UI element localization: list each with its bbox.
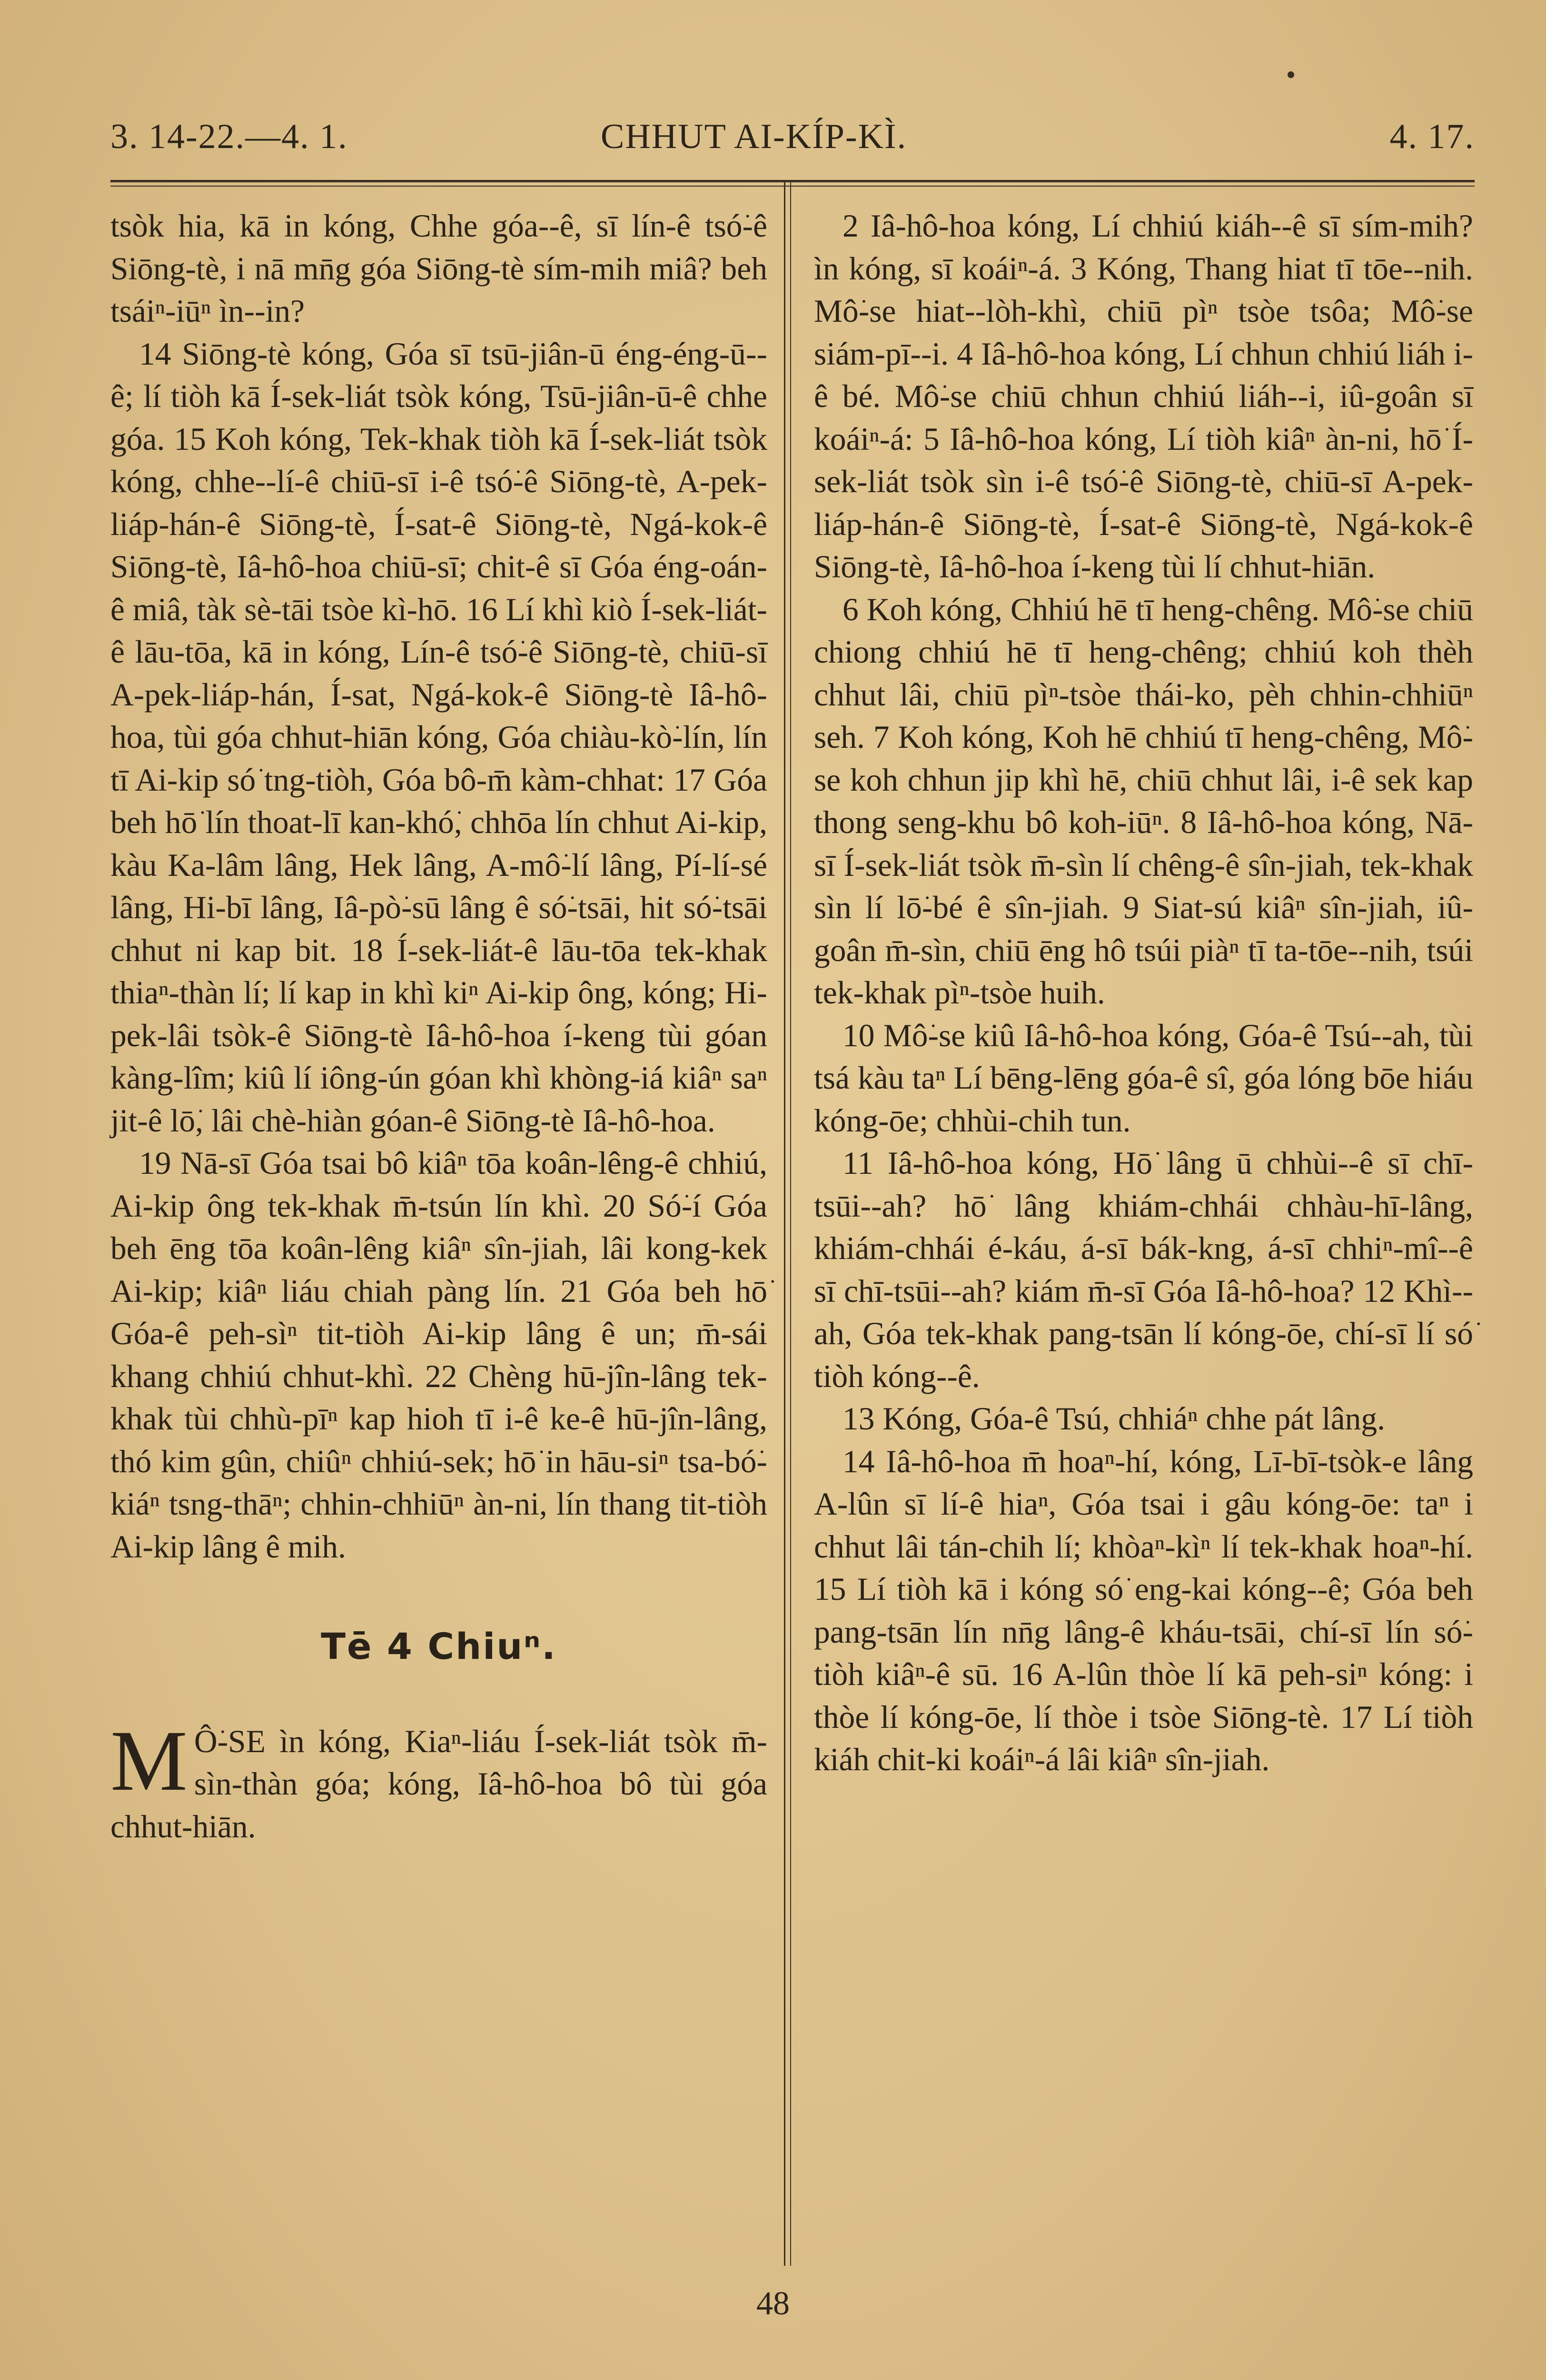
column-divider-thin [790, 181, 791, 2266]
chapter-opening-text: Ô͘-SE ìn kóng, Kiaⁿ-liáu Í-sek-liát tsòk m̄-sìn-thàn góa; kóng, Iâ-hô-hoa bô tùi góa chhut-hiān. [110, 1723, 767, 1844]
verse-paragraph: 14 Siōng-tè kóng, Góa sī tsū-jiân-ū éng-éng-ū--ê; lí tiòh kā Í-sek-liát tsòk kóng, Tsū-jiân-ū-ê chhe góa. 15 Koh kóng, Tek-khak tiòh kā Í-sek-liát tsòk kóng, chhe--lí-ê chiū-sī i-ê tsó͘-ê Siōng-tè, A-pek-liáp-hán-ê Siōng-tè, Í-sat-ê Siōng-tè, Ngá-kok-ê Siōng-tè, Iâ-hô-hoa chiū-sī; chit-ê sī Góa éng-oán-ê miâ, tàk sè-tāi tsòe kì-hō. 16 Lí khì kiò Í-sek-liát-ê lāu-tōa, kā in kóng, Lín-ê tsó͘-ê Siōng-tè, chiū-sī A-pek-liáp-hán, Í-sat, Ngá-kok-ê Siōng-tè Iâ-hô-hoa, tùi góa chhut-hiān kóng, Góa chiàu-kò͘-lín, lín tī Ai-kip só͘ tng-tiòh, Góa bô-m̄ kàm-chhat: 17 Góa beh hō͘ lín thoat-lī kan-khó͘, chhōa lín chhut Ai-kip, kàu Ka-lâm lâng, Hek lâng, A-mô͘-lí lâng, Pí-lí-sé lâng, Hi-bī lâng, Iâ-pò͘-sū lâng ê só͘-tsāi, hit só͘-tsāi chhut ni kap bit. 18 Í-sek-liát-ê lāu-tōa tek-khak thiaⁿ-thàn lí; lí kap in khì kiⁿ Ai-kip ông, kóng; Hi-pek-lâi tsòk-ê Siōng-tè Iâ-hô-hoa í-keng tùi góan kàng-lîm; kiû lí iông-ún góan khì khòng-iá kiâⁿ saⁿ jit-ê lō͘, lâi chè-hiàn góan-ê Siōng-tè Iâ-hô-hoa. [110, 336, 767, 1139]
verse-paragraph: 6 Koh kóng, Chhiú hē tī heng-chêng. Mô͘-se chiū chiong chhiú hē tī heng-chêng; chhiú koh thèh chhut lâi, chiū pìⁿ-tsòe thái-ko, pèh chhin-chhiūⁿ seh. 7 Koh kóng, Koh hē chhiú tī heng-chêng, Mô͘-se koh chhun jip khì hē, chiū chhut lâi, i-ê sek kap thong seng-khu bô koh-iūⁿ. 8 Iâ-hô-hoa kóng, Nā-sī Í-sek-liát tsòk m̄-sìn lí chêng-ê sîn-jiah, tek-khak sìn lí lō͘-bé ê sîn-jiah. 9 Siat-sú kiâⁿ sîn-jiah, iû-goân m̄-sìn, chiū ēng hô tsúi piàⁿ tī ta-tōe--nih, tsúi tek-khak pìⁿ-tsòe huih. [814, 591, 1473, 1011]
verse-paragraph: 2 Iâ-hô-hoa kóng, Lí chhiú kiáh--ê sī sím-mih? ìn kóng, sī koáiⁿ-á. 3 Kóng, Thang hiat tī tōe--nih. Mô͘-se hiat--lòh-khì, chiū pìⁿ tsòe tsôa; Mô͘-se siám-pī--i. 4 Iâ-hô-hoa kóng, Lí chhun chhiú liáh i-ê bé. Mô͘-se chiū chhun chhiú liáh--i, iû-goân sī koáiⁿ-á: 5 Iâ-hô-hoa kóng, Lí tiòh kiâⁿ àn-ni, hō͘ Í-sek-liát tsòk sìn i-ê tsó͘-ê Siōng-tè, chiū-sī A-pek-liáp-hán-ê Siōng-tè, Í-sat-ê Siōng-tè, Ngá-kok-ê Siōng-tè, Iâ-hô-hoa í-keng tùi lí chhut-hiān. [814, 208, 1473, 585]
chapter-heading: Tē 4 Chiuⁿ. [321, 1625, 557, 1667]
header-end-verse: 4. 17. [1389, 117, 1475, 156]
verse-paragraph: tsòk hia, kā in kóng, Chhe góa--ê, sī lín-ê tsó͘-ê Siōng-tè, i nā mn̄g góa Siōng-tè sím-mih miâ? beh tsáiⁿ-iūⁿ ìn--in? [110, 208, 767, 329]
header-rule [110, 180, 1475, 182]
header-chapter-verse-range: 3. 14-22.—4. 1. [110, 117, 348, 156]
verse-paragraph: 11 Iâ-hô-hoa kóng, Hō͘ lâng ū chhùi--ê sī chī-tsūi--ah? hō͘ lâng khiám-chhái chhàu-hī-lâng, khiám-chhái é-káu, á-sī bák-kng, á-sī chhiⁿ-mî--ê sī chī-tsūi--ah? kiám m̄-sī Góa Iâ-hô-hoa? 12 Khì--ah, Góa tek-khak pang-tsān lí kóng-ōe, chí-sī lí só͘ tiòh kóng--ê. [814, 1145, 1473, 1394]
column-divider [784, 181, 785, 2266]
right-column [814, 205, 1473, 1781]
drop-cap: M [110, 1713, 188, 1809]
verse-paragraph: 13 Kóng, Góa-ê Tsú, chhiáⁿ chhe pát lâng. [842, 1401, 1385, 1437]
header-book-title: CHHUT AI-KÍP-KÌ. [601, 117, 907, 156]
left-column [110, 205, 767, 1848]
chapter-opening-paragraph [110, 1713, 767, 1848]
running-header [110, 117, 1475, 169]
verse-paragraph: 10 Mô͘-se kiû Iâ-hô-hoa kóng, Góa-ê Tsú--ah, tùi tsá kàu taⁿ Lí bēng-lēng góa-ê sî, góa lóng bōe hiáu kóng-ōe; chhùi-chih tun. [814, 1017, 1473, 1139]
ink-speck [1288, 71, 1294, 78]
header-rule-thin [110, 186, 1475, 187]
verse-paragraph: 14 Iâ-hô-hoa m̄ hoaⁿ-hí, kóng, Lī-bī-tsòk-e lâng A-lûn sī lí-ê hiaⁿ, Góa tsai i gâu kóng-ōe: taⁿ i chhut lâi tán-chih lí; khòaⁿ-kìⁿ lí tek-khak hoaⁿ-hí. 15 Lí tiòh kā i kóng só͘ eng-kai kóng--ê; Góa beh pang-tsān lín nn̄g lâng-ê kháu-tsāi, chí-sī lín só͘-tiòh kiâⁿ-ê sū. 16 A-lûn thòe lí kā peh-siⁿ kóng: i thòe lí kóng-ōe, lí thòe i tsòe Siōng-tè. 17 Lí tiòh kiáh chit-ki koáiⁿ-á lâi kiâⁿ sîn-jiah. [814, 1443, 1473, 1777]
page-number: 48 [756, 2285, 790, 2322]
verse-paragraph: 19 Nā-sī Góa tsai bô kiâⁿ tōa koân-lêng-ê chhiú, Ai-kip ông tek-khak m̄-tsún lín khì. 20 Só͘-í Góa beh ēng tōa koân-lêng kiâⁿ sîn-jiah, lâi kong-kek Ai-kip; kiâⁿ liáu chiah pàng lín. 21 Góa beh hō͘ Góa-ê peh-sìⁿ tit-tiòh Ai-kip lâng ê un; m̄-sái khang chhiú chhut-khì. 22 Chèng hū-jîn-lâng tek-khak tùi chhù-pīⁿ kap hioh tī i-ê ke-ê hū-jîn-lâng, thó kim gûn, chiûⁿ chhiú-sek; hō͘ in hāu-siⁿ tsa-bó͘-kiáⁿ tsng-thāⁿ; chhin-chhiūⁿ àn-ni, lín thang tit-tiòh Ai-kip lâng ê mih. [110, 1145, 767, 1565]
